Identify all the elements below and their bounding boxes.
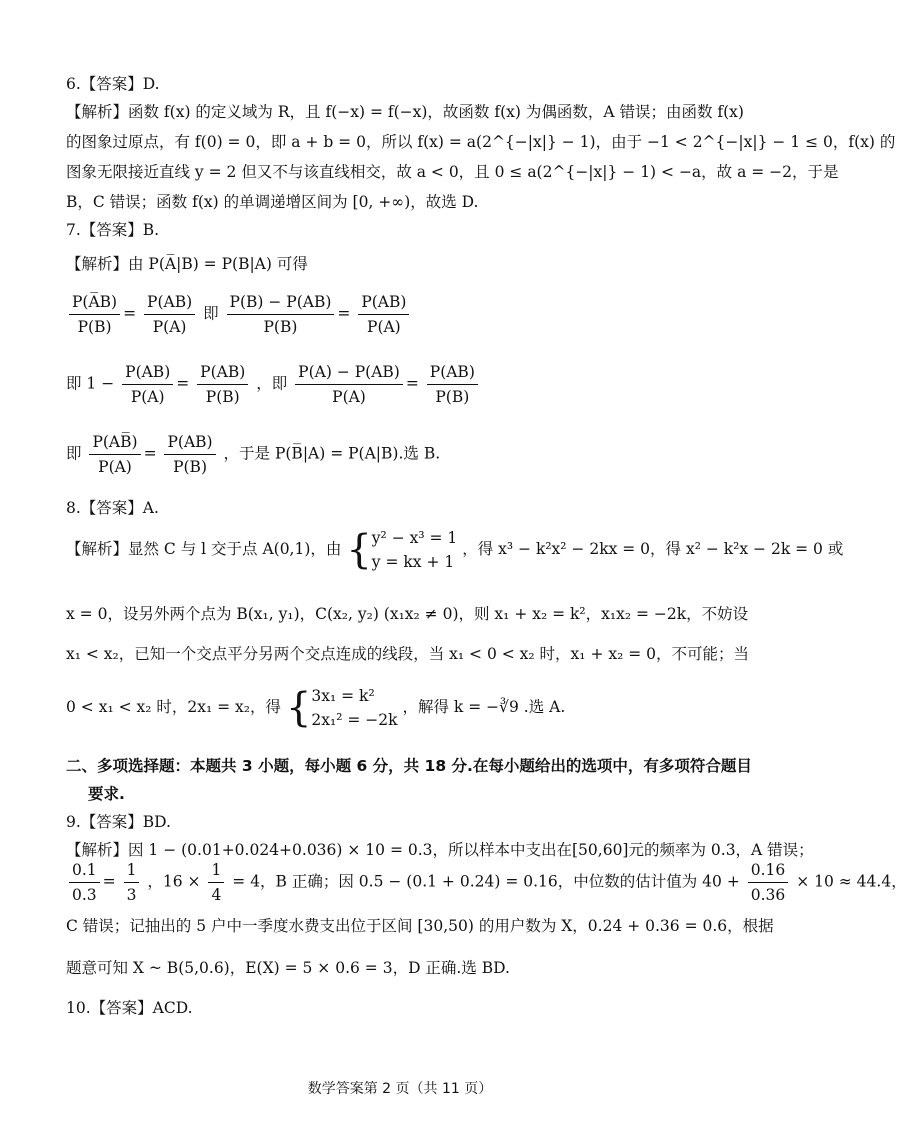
q8-line-1: 【解析】显然 C 与 l 交于点 A(0,1)，由 { y² − x³ = 1 y = kx + 1 ，得 x³ − k²x² − 2kx = 0，得 x² − k²x − 2k = 0 或 (66, 527, 844, 573)
fraction: $\frac{0.16}{0.36}$ (748, 858, 789, 907)
equation-system: 3x₁ = k² 2x₁² = −2k (311, 687, 398, 729)
left-brace-icon: { (346, 527, 372, 573)
fraction: $\frac{P(B) - P(AB)}{P(B)}$ (227, 290, 335, 339)
q7-equation-2: 即 1 − $\frac{P(AB)}{P(A)}$ = $\frac{P(AB)}{P(B)}$ ，即 $\frac{P(A) - P(AB)}{P(A)}$ = $\frac{P(AB)}{P(B)}$ (66, 360, 481, 409)
section-2-title-cont: 要求. (88, 785, 125, 803)
section-2-title: 二、多项选择题：本题共 3 小题，每小题 6 分，共 18 分.在每小题给出的选项中，有多项符合题目 (66, 757, 752, 775)
q7-line-1: 【解析】由 P(A̅|B) = P(B|A) 可得 (66, 255, 308, 273)
q6-line-2: 的图象过原点，有 f(0) = 0，即 a + b = 0，所以 f(x) = a(2^{−|x|} − 1)，由于 −1 < 2^{−|x|} − 1 ≤ 0，f(x) 的 (66, 133, 896, 151)
q7-equation-1: $\frac{P(A̅B)}{P(B)}$ = $\frac{P(AB)}{P(A)}$ 即 $\frac{P(B) - P(AB)}{P(B)}$ = $\frac{P(AB)}{P(A)}$ (66, 290, 412, 339)
q6-line-3: 图象无限接近直线 y = 2 但又不与该直线相交，故 a < 0，且 0 ≤ a(2^{−|x|} − 1) < −a，故 a = −2，于是 (66, 163, 839, 181)
fraction: $\frac{P(A) - P(AB)}{P(A)}$ (295, 360, 403, 409)
q6-line-4: B，C 错误；函数 f(x) 的单调递增区间为 [0, +∞)，故选 D. (66, 193, 479, 211)
fraction: $\frac{P(AB)}{P(B)}$ (427, 360, 478, 409)
fraction: $\frac{P(AB)}{P(B)}$ (197, 360, 248, 409)
left-brace-icon: { (285, 685, 312, 731)
q9-line-2: $\frac{0.1}{0.3}$ = $\frac{1}{3}$ ，16 × $\frac{1}{4}$ = 4，B 正确；因 0.5 − (0.1 + 0.24) = 0.16，中位数的估计值为 40 + $\frac{0.16}{0.36}$ × 10 ≈ 44.4， (66, 858, 907, 907)
q8-answer: 8.【答案】A. (66, 499, 159, 517)
q6-line-1: 【解析】函数 f(x) 的定义域为 R，且 f(−x) = f(−x)，故函数 f(x) 为偶函数，A 错误；由函数 f(x) (66, 103, 744, 121)
q10-answer: 10.【答案】ACD. (66, 999, 193, 1017)
fraction: $\frac{P(A̅B)}{P(B)}$ (69, 290, 120, 339)
page-footer: 数学答案第 2 页（共 11 页） (307, 1081, 493, 1097)
fraction: $\frac{P(AB)}{P(A)}$ (144, 290, 195, 339)
q7-answer: 7.【答案】B. (66, 221, 160, 239)
fraction: $\frac{P(AB)}{P(A)}$ (358, 290, 409, 339)
fraction: $\frac{P(AB)}{P(A)}$ (122, 360, 173, 409)
q7-equation-3: 即 $\frac{P(AB̅)}{P(A)}$ = $\frac{P(AB)}{P(B)}$ ，于是 P(B̅|A) = P(A|B).选 B. (66, 430, 440, 479)
q8-line-4: 0 < x₁ < x₂ 时，2x₁ = x₂，得 { 3x₁ = k² 2x₁² = −2k ，解得 k = −∛9 .选 A. (66, 685, 566, 731)
q9-line-1: 【解析】因 1 − (0.01+0.024+0.036) × 10 = 0.3，所以样本中支出在[50,60]元的频率为 0.3，A 错误； (66, 841, 814, 859)
fraction: $\frac{0.1}{0.3}$ (69, 858, 100, 907)
q9-line-3: C 错误；记抽出的 5 户中一季度水费支出位于区间 [30,50) 的用户数为 X，0.24 + 0.36 = 0.6，根据 (66, 917, 774, 935)
fraction: $\frac{1}{4}$ (208, 858, 224, 907)
fraction: $\frac{P(AB̅)}{P(A)}$ (89, 430, 140, 479)
fraction: $\frac{P(AB)}{P(B)}$ (164, 430, 215, 479)
equation-system: y² − x³ = 1 y = kx + 1 (371, 529, 458, 571)
fraction: $\frac{1}{3}$ (124, 858, 140, 907)
q9-line-4: 题意可知 X ~ B(5,0.6)，E(X) = 5 × 0.6 = 3，D 正确.选 BD. (66, 959, 510, 977)
q9-answer: 9.【答案】BD. (66, 813, 171, 831)
q8-line-3: x₁ < x₂，已知一个交点平分另两个交点连成的线段，当 x₁ < 0 < x₂ 时，x₁ + x₂ = 0，不可能；当 (66, 645, 750, 663)
q6-answer: 6.【答案】D. (66, 75, 160, 93)
q8-line-2: x = 0，设另外两个点为 B(x₁, y₁)，C(x₂, y₂) (x₁x₂ ≠ 0)，则 x₁ + x₂ = k²，x₁x₂ = −2k，不妨设 (66, 605, 749, 623)
